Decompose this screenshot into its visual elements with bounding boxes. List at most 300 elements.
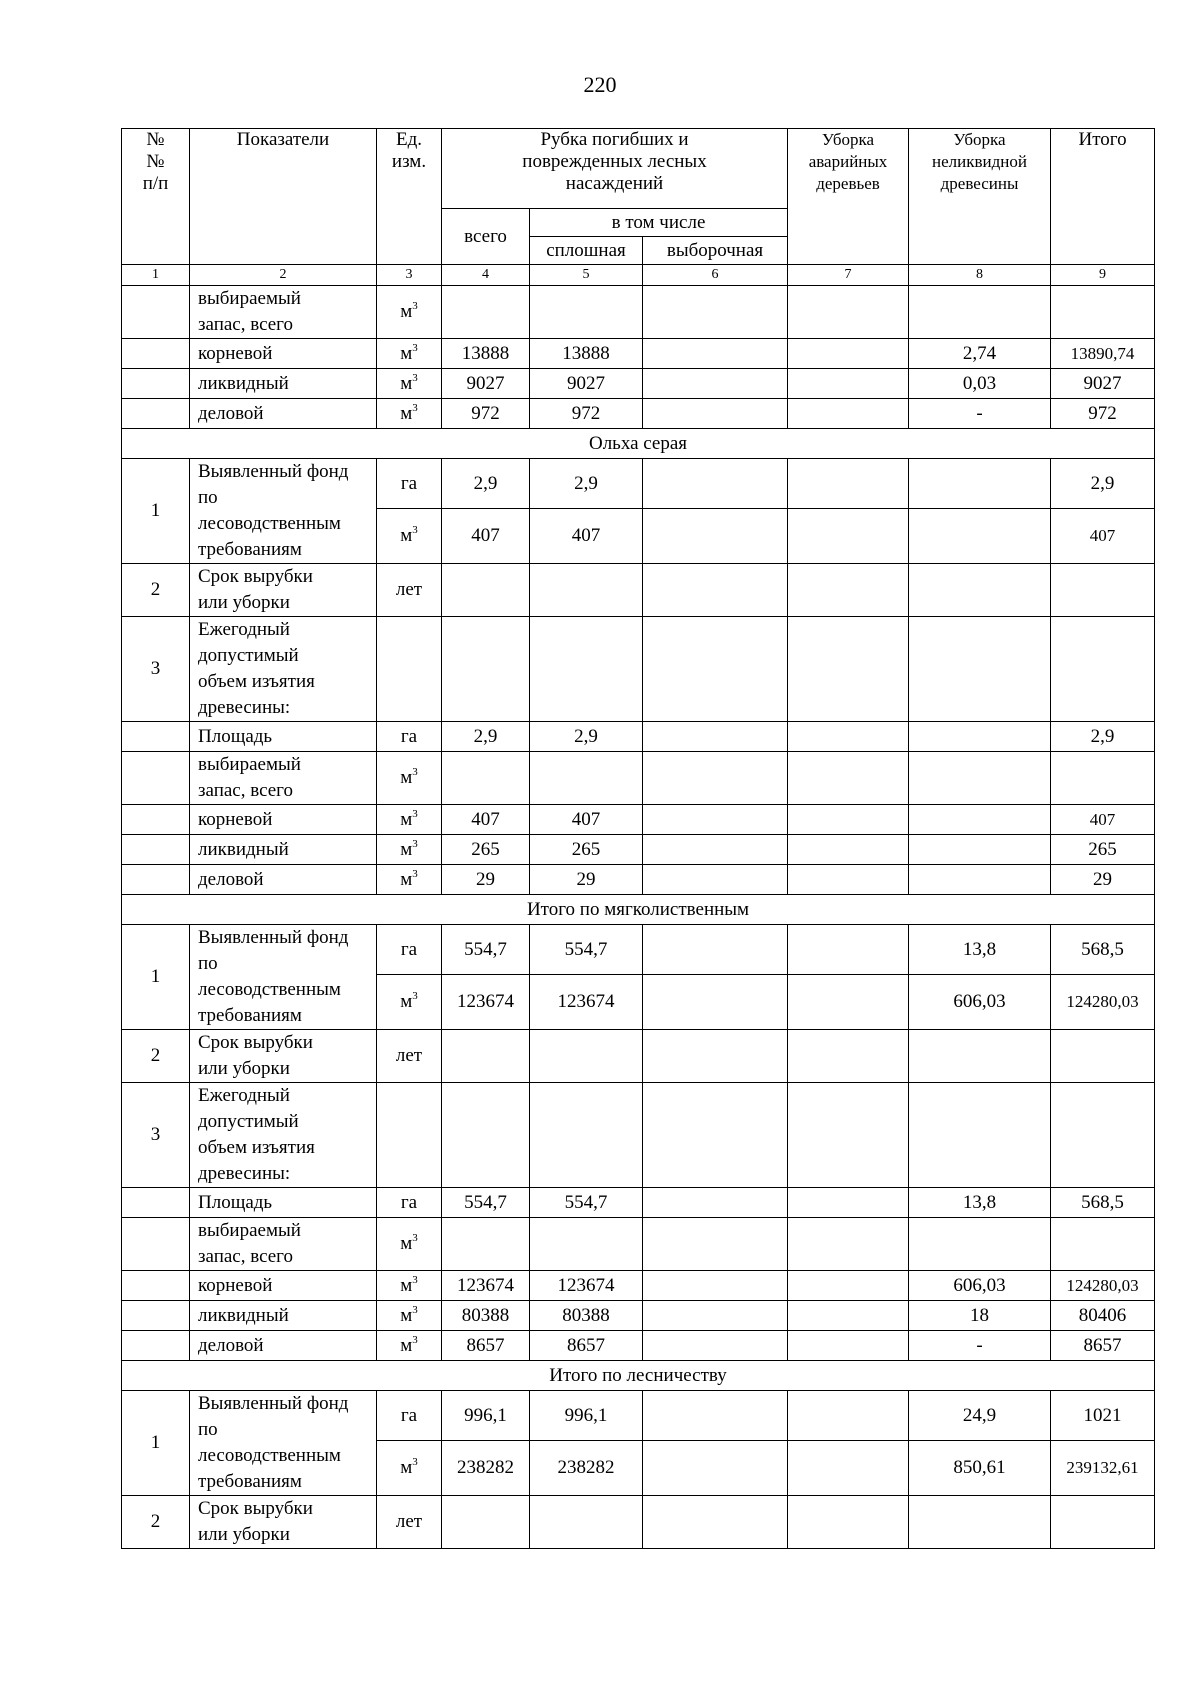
- row-number: [122, 805, 190, 835]
- unit-m3-cell: [377, 339, 442, 369]
- value-selective-cut: [643, 1496, 788, 1549]
- section-title: Итого по лесничеству: [122, 1361, 1155, 1391]
- value-emergency-trees: [788, 752, 909, 805]
- measure-row: [122, 1301, 1155, 1331]
- value-clear-cut: 29: [530, 865, 643, 895]
- area-row: [122, 722, 1155, 752]
- value-total: [442, 1030, 530, 1083]
- measure-row: [122, 369, 1155, 399]
- section-title: Итого по мягколиственным: [122, 895, 1155, 925]
- annual-row: [122, 617, 1155, 722]
- value-itogo: [1051, 1030, 1155, 1083]
- value-clear-cut: [530, 1218, 643, 1271]
- value-selective-cut: [643, 564, 788, 617]
- unit-m3-exponent: 3: [412, 1456, 418, 1469]
- value-itogo: 265: [1051, 835, 1155, 865]
- value-itogo: 972: [1051, 399, 1155, 429]
- value-itogo: 568,5: [1051, 925, 1155, 975]
- unit-m3-base: м: [400, 868, 413, 890]
- value-total: 9027: [442, 369, 530, 399]
- value-emergency-trees: [788, 459, 909, 509]
- value-itogo: 124280,03: [1051, 975, 1155, 1030]
- measure-row: [122, 1271, 1155, 1301]
- label-root: корневой: [190, 339, 377, 369]
- section-title-row: [122, 1361, 1155, 1391]
- header-number: № № п/п: [122, 129, 190, 265]
- value-selective-cut: [643, 805, 788, 835]
- unit-m3-cell: [377, 1271, 442, 1301]
- label-stock: выбираемый запас, всего: [190, 1218, 377, 1271]
- value-emergency-trees: [788, 925, 909, 975]
- value-selective-cut: [643, 1301, 788, 1331]
- unit-m3-base: м: [400, 301, 413, 322]
- value-itogo: [1051, 1496, 1155, 1549]
- value-nonliquid-wood: 2,74: [909, 339, 1051, 369]
- value-emergency-trees: [788, 1030, 909, 1083]
- unit-m3-cell: [377, 975, 442, 1030]
- unit-m3-exponent: 3: [412, 371, 418, 384]
- value-emergency-trees: [788, 805, 909, 835]
- label-liquid: ликвидный: [190, 835, 377, 865]
- fund-row: [122, 459, 1155, 509]
- value-itogo: [1051, 617, 1155, 722]
- value-itogo: 13890,74: [1051, 339, 1155, 369]
- value-total: [442, 1218, 530, 1271]
- value-nonliquid-wood: [909, 286, 1051, 339]
- label-root: корневой: [190, 805, 377, 835]
- value-total: [442, 564, 530, 617]
- fund-row: [122, 1391, 1155, 1441]
- value-clear-cut: 9027: [530, 369, 643, 399]
- unit-years: лет: [377, 1496, 442, 1549]
- value-total: 80388: [442, 1301, 530, 1331]
- value-itogo: 407: [1051, 509, 1155, 564]
- value-selective-cut: [643, 1030, 788, 1083]
- value-total: 8657: [442, 1331, 530, 1361]
- unit-m3-base: м: [400, 1233, 413, 1254]
- unit-m3-cell: [377, 369, 442, 399]
- section-title-row: [122, 429, 1155, 459]
- header-clear-cut: сплошная: [530, 237, 643, 265]
- value-nonliquid-wood: [909, 1496, 1051, 1549]
- unit-m3-base: м: [400, 838, 413, 860]
- unit-m3-exponent: 3: [412, 300, 418, 312]
- section-title-row: [122, 895, 1155, 925]
- unit-m3-base: м: [400, 808, 413, 830]
- label-liquid: ликвидный: [190, 369, 377, 399]
- value-selective-cut: [643, 1271, 788, 1301]
- unit-m3-base: м: [400, 1334, 413, 1356]
- unit-m3-cell: [377, 509, 442, 564]
- unit-m3-cell: [377, 286, 442, 339]
- measure-row: [122, 399, 1155, 429]
- value-selective-cut: [643, 459, 788, 509]
- label-fund: Выявленный фонд по лесоводственным требованиям: [190, 1391, 377, 1496]
- value-itogo: 8657: [1051, 1331, 1155, 1361]
- unit-m3-cell: [377, 1218, 442, 1271]
- value-nonliquid-wood: [909, 805, 1051, 835]
- value-selective-cut: [643, 1188, 788, 1218]
- value-clear-cut: [530, 286, 643, 339]
- header-unit: Ед. изм.: [377, 129, 442, 265]
- value-total: 2,9: [442, 722, 530, 752]
- value-nonliquid-wood: 606,03: [909, 975, 1051, 1030]
- unit-m3-base: м: [400, 372, 413, 394]
- unit-m3-exponent: 3: [412, 1232, 418, 1244]
- label-fund: Выявленный фонд по лесоводственным требованиям: [190, 459, 377, 564]
- value-total: 2,9: [442, 459, 530, 509]
- row-number: [122, 339, 190, 369]
- value-nonliquid-wood: [909, 1083, 1051, 1188]
- unit-m3-exponent: 3: [412, 867, 418, 880]
- value-emergency-trees: [788, 564, 909, 617]
- column-numbers-row: [122, 265, 1155, 286]
- value-total: 996,1: [442, 1391, 530, 1441]
- value-nonliquid-wood: 13,8: [909, 1188, 1051, 1218]
- unit-m3-base: м: [400, 525, 413, 547]
- value-itogo: 9027: [1051, 369, 1155, 399]
- value-selective-cut: [643, 835, 788, 865]
- stock-row: [122, 286, 1155, 339]
- unit-m3-cell: [377, 835, 442, 865]
- measure-row: [122, 339, 1155, 369]
- header-including: в том числе: [530, 209, 788, 237]
- value-emergency-trees: [788, 865, 909, 895]
- header-itogo: Итого: [1051, 129, 1155, 265]
- row-number: 3: [122, 617, 190, 722]
- unit-m3-base: м: [400, 1274, 413, 1296]
- column-number: 1: [122, 265, 190, 286]
- page-number: 220: [583, 72, 617, 97]
- label-fund: Выявленный фонд по лесоводственным требованиям: [190, 925, 377, 1030]
- unit-m3-exponent: 3: [412, 524, 418, 537]
- value-clear-cut: 8657: [530, 1331, 643, 1361]
- term-row: [122, 564, 1155, 617]
- value-itogo: [1051, 752, 1155, 805]
- unit-m3-exponent: 3: [412, 837, 418, 850]
- value-clear-cut: 996,1: [530, 1391, 643, 1441]
- value-clear-cut: 123674: [530, 1271, 643, 1301]
- label-liquid: ликвидный: [190, 1301, 377, 1331]
- value-selective-cut: [643, 369, 788, 399]
- value-itogo: 1021: [1051, 1391, 1155, 1441]
- term-row: [122, 1496, 1155, 1549]
- unit-m3-cell: [377, 805, 442, 835]
- value-itogo: 2,9: [1051, 722, 1155, 752]
- value-total: 265: [442, 835, 530, 865]
- value-clear-cut: 407: [530, 509, 643, 564]
- unit-m3-exponent: 3: [412, 1273, 418, 1286]
- column-number: 4: [442, 265, 530, 286]
- value-nonliquid-wood: [909, 617, 1051, 722]
- row-number: [122, 1301, 190, 1331]
- value-total: 123674: [442, 975, 530, 1030]
- unit-m3-cell: [377, 1331, 442, 1361]
- unit-m3-base: м: [400, 1457, 413, 1479]
- value-itogo: 2,9: [1051, 459, 1155, 509]
- unit-m3-base: м: [400, 767, 413, 788]
- value-itogo: [1051, 564, 1155, 617]
- header-row: [122, 129, 1155, 209]
- value-selective-cut: [643, 509, 788, 564]
- header-nonliquid-wood: Уборка неликвидной древесины: [909, 129, 1051, 265]
- row-number: 1: [122, 925, 190, 1030]
- term-row: [122, 1030, 1155, 1083]
- value-nonliquid-wood: 24,9: [909, 1391, 1051, 1441]
- value-itogo: 407: [1051, 805, 1155, 835]
- value-emergency-trees: [788, 835, 909, 865]
- value-emergency-trees: [788, 1218, 909, 1271]
- value-nonliquid-wood: [909, 835, 1051, 865]
- column-number: 2: [190, 265, 377, 286]
- value-selective-cut: [643, 752, 788, 805]
- value-selective-cut: [643, 286, 788, 339]
- unit-m3-exponent: 3: [412, 1303, 418, 1316]
- unit-m3-cell: [377, 1301, 442, 1331]
- value-total: 554,7: [442, 925, 530, 975]
- value-emergency-trees: [788, 617, 909, 722]
- row-number: 2: [122, 1496, 190, 1549]
- value-clear-cut: [530, 564, 643, 617]
- label-area: Площадь: [190, 1188, 377, 1218]
- value-nonliquid-wood: -: [909, 1331, 1051, 1361]
- value-clear-cut: 265: [530, 835, 643, 865]
- unit-m3-exponent: 3: [412, 341, 418, 354]
- row-number: 2: [122, 1030, 190, 1083]
- value-emergency-trees: [788, 1271, 909, 1301]
- value-selective-cut: [643, 975, 788, 1030]
- header-emergency-trees: Уборка аварийных деревьев: [788, 129, 909, 265]
- label-stock: выбираемый запас, всего: [190, 286, 377, 339]
- row-number: [122, 369, 190, 399]
- value-clear-cut: 238282: [530, 1441, 643, 1496]
- value-selective-cut: [643, 399, 788, 429]
- row-number: [122, 722, 190, 752]
- value-selective-cut: [643, 339, 788, 369]
- value-itogo: 568,5: [1051, 1188, 1155, 1218]
- value-nonliquid-wood: [909, 1218, 1051, 1271]
- unit-m3-base: м: [400, 1304, 413, 1326]
- measure-row: [122, 805, 1155, 835]
- value-itogo: 124280,03: [1051, 1271, 1155, 1301]
- value-clear-cut: [530, 1083, 643, 1188]
- value-selective-cut: [643, 1391, 788, 1441]
- value-selective-cut: [643, 1441, 788, 1496]
- value-clear-cut: [530, 617, 643, 722]
- unit-ha: га: [377, 925, 442, 975]
- row-number: 3: [122, 1083, 190, 1188]
- unit-m3-cell: [377, 752, 442, 805]
- value-emergency-trees: [788, 286, 909, 339]
- value-clear-cut: [530, 1496, 643, 1549]
- label-business: деловой: [190, 865, 377, 895]
- value-clear-cut: 80388: [530, 1301, 643, 1331]
- value-nonliquid-wood: [909, 459, 1051, 509]
- value-emergency-trees: [788, 1083, 909, 1188]
- unit-ha: га: [377, 459, 442, 509]
- unit-m3-base: м: [400, 402, 413, 424]
- value-emergency-trees: [788, 1391, 909, 1441]
- value-clear-cut: 554,7: [530, 925, 643, 975]
- stock-row: [122, 752, 1155, 805]
- column-number: 5: [530, 265, 643, 286]
- value-selective-cut: [643, 1218, 788, 1271]
- unit-m3-exponent: 3: [412, 807, 418, 820]
- value-clear-cut: 123674: [530, 975, 643, 1030]
- value-nonliquid-wood: [909, 865, 1051, 895]
- value-clear-cut: 2,9: [530, 459, 643, 509]
- value-itogo: 80406: [1051, 1301, 1155, 1331]
- unit-m3-cell: [377, 1441, 442, 1496]
- row-number: 1: [122, 1391, 190, 1496]
- value-total: [442, 1083, 530, 1188]
- stock-row: [122, 1218, 1155, 1271]
- value-total: 407: [442, 509, 530, 564]
- value-nonliquid-wood: 850,61: [909, 1441, 1051, 1496]
- value-emergency-trees: [788, 509, 909, 564]
- value-total: 13888: [442, 339, 530, 369]
- value-total: [442, 1496, 530, 1549]
- value-selective-cut: [643, 722, 788, 752]
- unit-ha: га: [377, 722, 442, 752]
- header-felling: Рубка погибших и поврежденных лесных насаждений: [442, 129, 788, 209]
- value-total: 238282: [442, 1441, 530, 1496]
- label-term: Срок вырубки или уборки: [190, 1496, 377, 1549]
- unit-ha: га: [377, 1188, 442, 1218]
- forest-harvest-table: [121, 128, 1155, 1549]
- column-number: 6: [643, 265, 788, 286]
- value-clear-cut: 13888: [530, 339, 643, 369]
- header-indicators: Показатели: [190, 129, 377, 265]
- label-business: деловой: [190, 1331, 377, 1361]
- column-number: 8: [909, 265, 1051, 286]
- row-number: [122, 865, 190, 895]
- column-number: 3: [377, 265, 442, 286]
- value-selective-cut: [643, 1083, 788, 1188]
- label-business: деловой: [190, 399, 377, 429]
- fund-row: [122, 925, 1155, 975]
- value-selective-cut: [643, 865, 788, 895]
- row-number: [122, 1271, 190, 1301]
- value-clear-cut: [530, 752, 643, 805]
- label-term: Срок вырубки или уборки: [190, 564, 377, 617]
- value-nonliquid-wood: [909, 564, 1051, 617]
- value-nonliquid-wood: -: [909, 399, 1051, 429]
- value-itogo: [1051, 286, 1155, 339]
- unit-ha: га: [377, 1391, 442, 1441]
- row-number: [122, 1188, 190, 1218]
- label-root: корневой: [190, 1271, 377, 1301]
- unit-m3-cell: [377, 865, 442, 895]
- column-number: 7: [788, 265, 909, 286]
- unit-m3-base: м: [400, 991, 413, 1013]
- value-total: 972: [442, 399, 530, 429]
- value-itogo: 239132,61: [1051, 1441, 1155, 1496]
- value-nonliquid-wood: [909, 509, 1051, 564]
- value-total: 123674: [442, 1271, 530, 1301]
- value-selective-cut: [643, 925, 788, 975]
- label-term: Срок вырубки или уборки: [190, 1030, 377, 1083]
- value-itogo: [1051, 1218, 1155, 1271]
- value-emergency-trees: [788, 1441, 909, 1496]
- value-clear-cut: [530, 1030, 643, 1083]
- unit-m3-exponent: 3: [412, 990, 418, 1003]
- value-nonliquid-wood: [909, 752, 1051, 805]
- label-annual: Ежегодный допустимый объем изъятия древесины:: [190, 1083, 377, 1188]
- unit-years: лет: [377, 1030, 442, 1083]
- measure-row: [122, 865, 1155, 895]
- value-nonliquid-wood: 13,8: [909, 925, 1051, 975]
- row-number: [122, 399, 190, 429]
- row-number: [122, 752, 190, 805]
- label-annual: Ежегодный допустимый объем изъятия древесины:: [190, 617, 377, 722]
- value-emergency-trees: [788, 369, 909, 399]
- value-clear-cut: 407: [530, 805, 643, 835]
- value-nonliquid-wood: 606,03: [909, 1271, 1051, 1301]
- row-number: [122, 1218, 190, 1271]
- value-nonliquid-wood: 0,03: [909, 369, 1051, 399]
- section-title: Ольха серая: [122, 429, 1155, 459]
- value-total: 29: [442, 865, 530, 895]
- value-emergency-trees: [788, 1188, 909, 1218]
- row-number: 2: [122, 564, 190, 617]
- value-clear-cut: 554,7: [530, 1188, 643, 1218]
- value-clear-cut: 972: [530, 399, 643, 429]
- measure-row: [122, 1331, 1155, 1361]
- label-stock: выбираемый запас, всего: [190, 752, 377, 805]
- value-nonliquid-wood: 18: [909, 1301, 1051, 1331]
- area-row: [122, 1188, 1155, 1218]
- row-number: 1: [122, 459, 190, 564]
- unit-m3-exponent: 3: [412, 1333, 418, 1346]
- value-total: [442, 752, 530, 805]
- header-selective-cut: выборочная: [643, 237, 788, 265]
- unit-years: лет: [377, 564, 442, 617]
- value-emergency-trees: [788, 1496, 909, 1549]
- row-number: [122, 835, 190, 865]
- value-total: 554,7: [442, 1188, 530, 1218]
- value-nonliquid-wood: [909, 1030, 1051, 1083]
- value-total: 407: [442, 805, 530, 835]
- value-total: [442, 617, 530, 722]
- row-number: [122, 286, 190, 339]
- value-emergency-trees: [788, 722, 909, 752]
- header-total: всего: [442, 209, 530, 265]
- value-itogo: 29: [1051, 865, 1155, 895]
- value-total: [442, 286, 530, 339]
- table-body: [122, 129, 1155, 1549]
- label-area: Площадь: [190, 722, 377, 752]
- value-clear-cut: 2,9: [530, 722, 643, 752]
- unit-m3-exponent: 3: [412, 766, 418, 778]
- value-emergency-trees: [788, 399, 909, 429]
- value-emergency-trees: [788, 1301, 909, 1331]
- value-selective-cut: [643, 1331, 788, 1361]
- value-itogo: [1051, 1083, 1155, 1188]
- row-number: [122, 1331, 190, 1361]
- unit-cell: [377, 617, 442, 722]
- measure-row: [122, 835, 1155, 865]
- value-emergency-trees: [788, 339, 909, 369]
- value-emergency-trees: [788, 975, 909, 1030]
- annual-row: [122, 1083, 1155, 1188]
- value-selective-cut: [643, 617, 788, 722]
- column-number: 9: [1051, 265, 1155, 286]
- value-nonliquid-wood: [909, 722, 1051, 752]
- value-emergency-trees: [788, 1331, 909, 1361]
- unit-m3-base: м: [400, 342, 413, 364]
- unit-m3-exponent: 3: [412, 401, 418, 414]
